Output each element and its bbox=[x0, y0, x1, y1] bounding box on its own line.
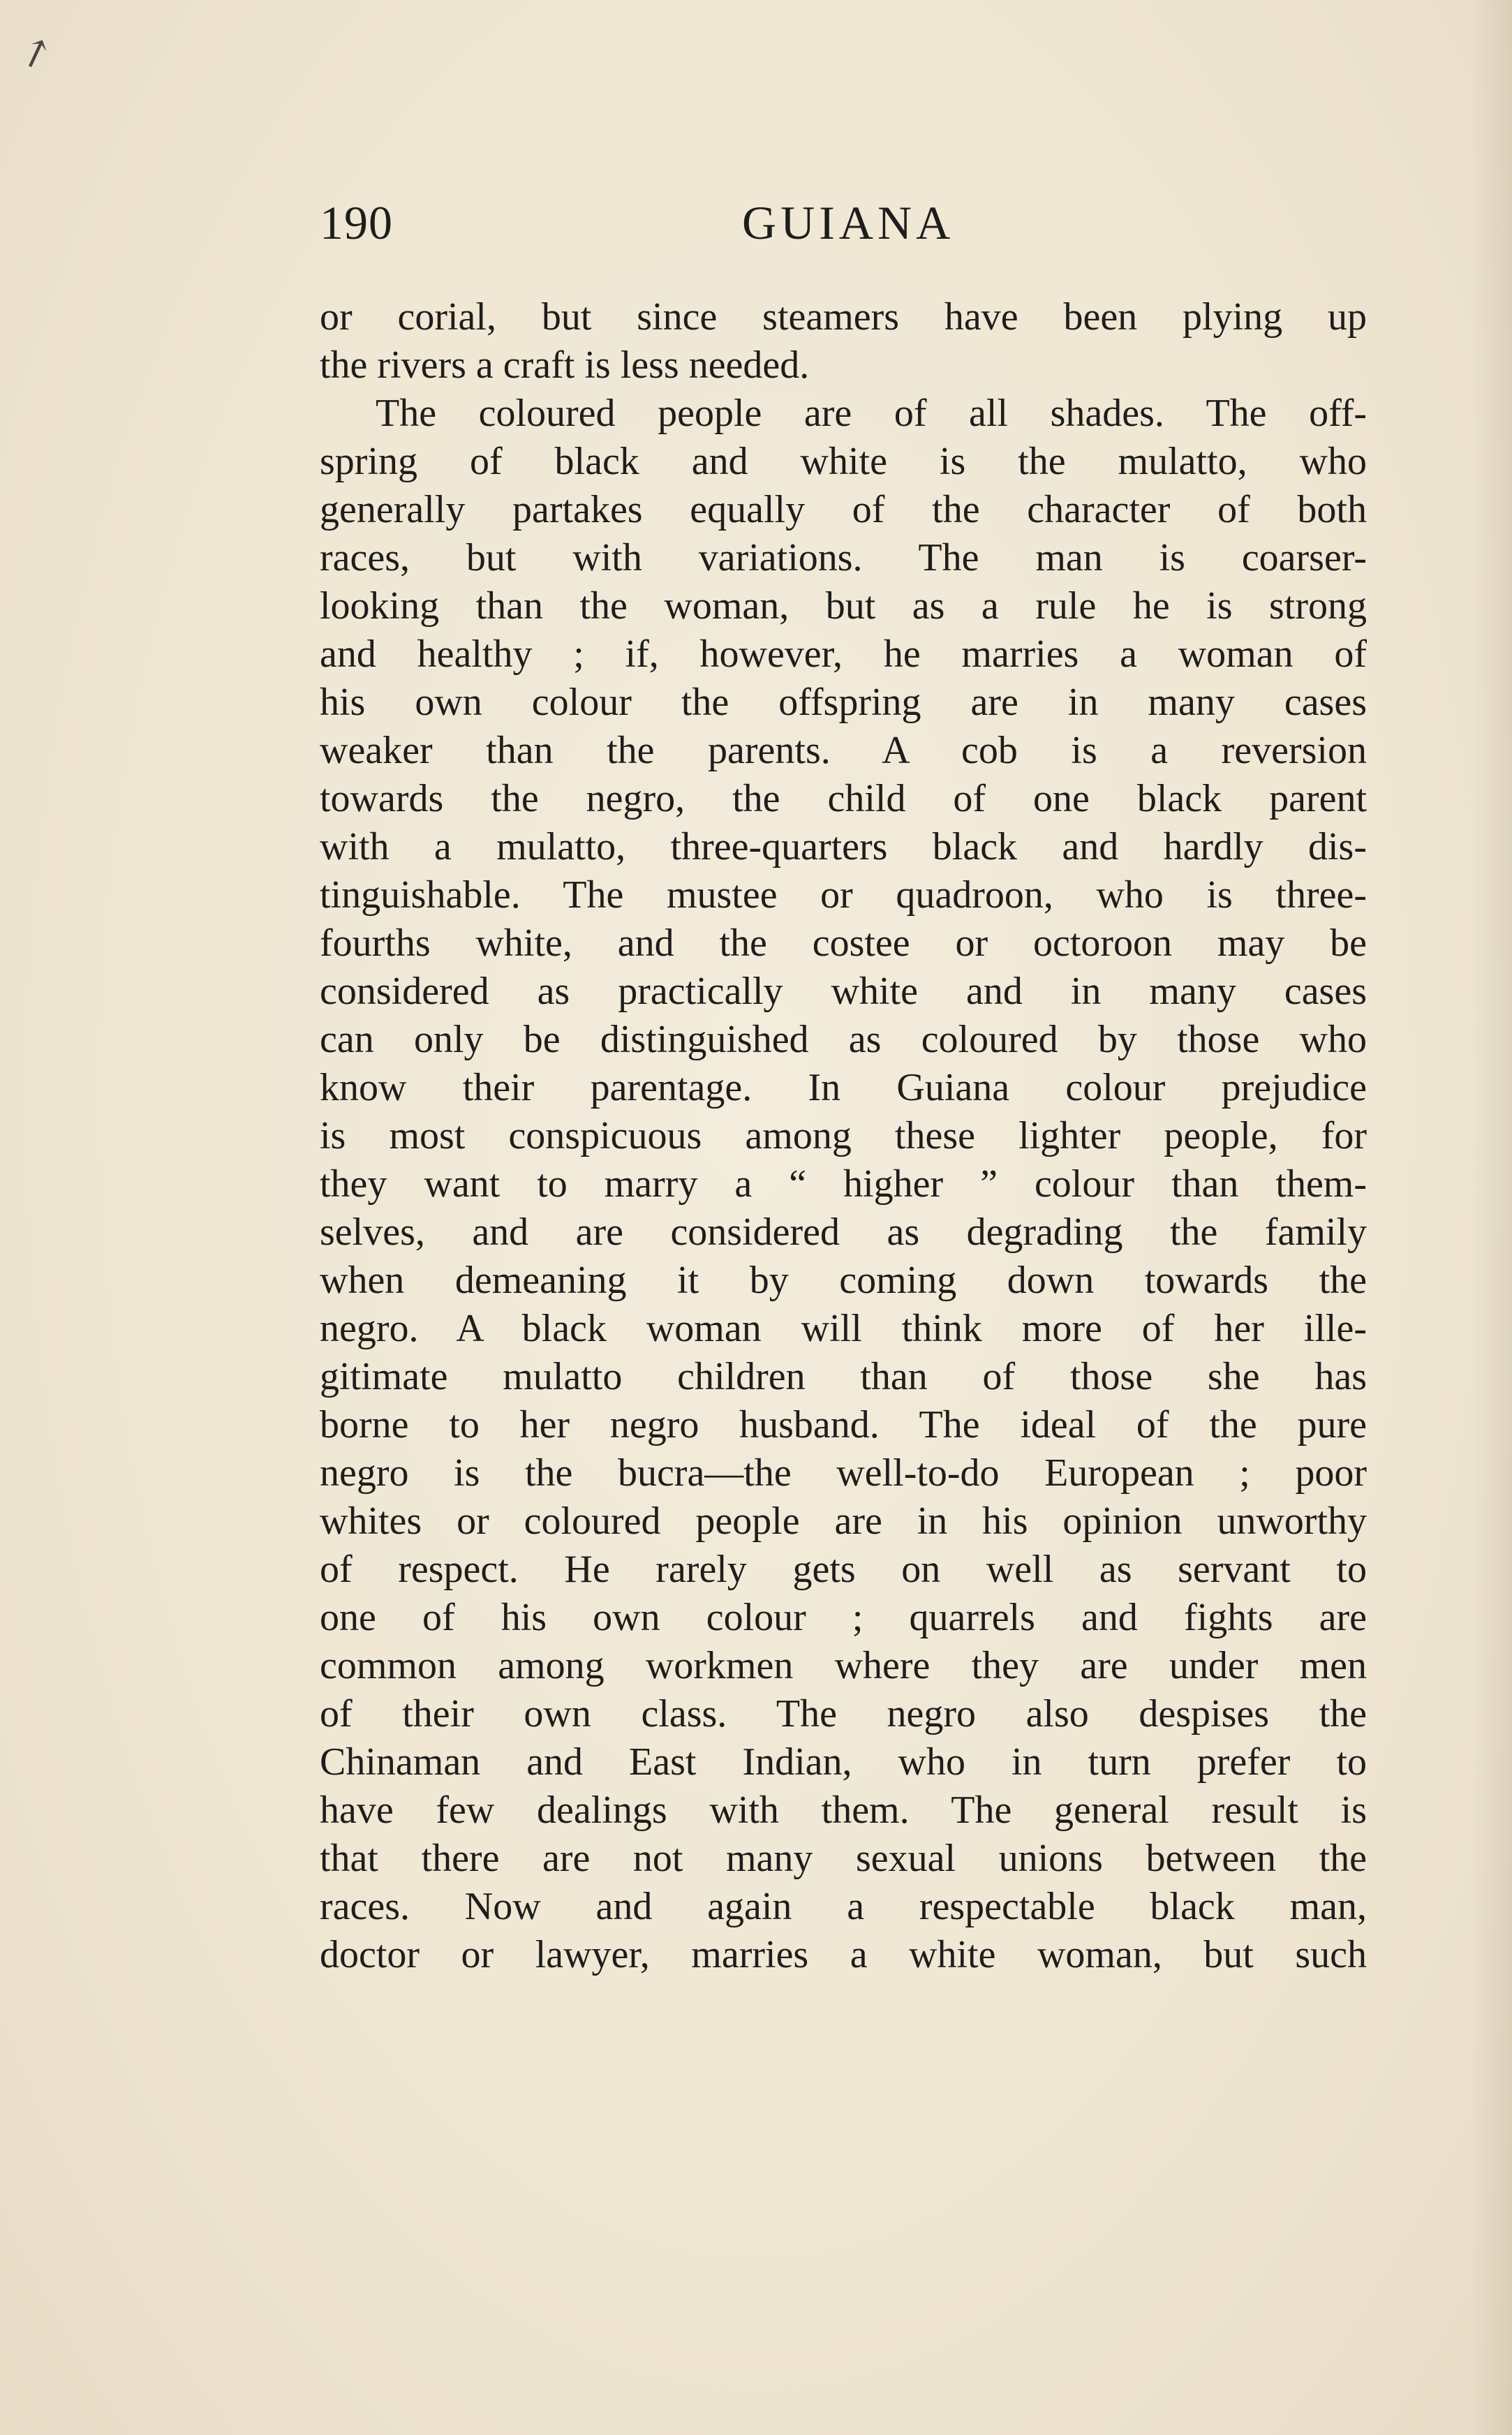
text-line: one of his own colour ; quarrels and fights are bbox=[320, 1596, 1367, 1639]
text-line: his own colour the offspring are in many cases bbox=[320, 681, 1367, 724]
text-line: generally partakes equally of the character of both bbox=[320, 488, 1367, 531]
text-line: that there are not many sexual unions between the bbox=[320, 1837, 1367, 1880]
text-line: they want to marry a “ higher ” colour than them- bbox=[320, 1162, 1367, 1206]
text-line: with a mulatto, three-quarters black and hardly dis- bbox=[320, 825, 1367, 868]
text-line: looking than the woman, but as a rule he is strong bbox=[320, 584, 1367, 628]
running-head bbox=[320, 195, 1367, 265]
text-line: considered as practically white and in many cases bbox=[320, 970, 1367, 1013]
text-line: when demeaning it by coming down towards the bbox=[320, 1259, 1367, 1302]
text-line: or corial, but since steamers have been plying up bbox=[320, 295, 1367, 339]
text-line: races. Now and again a respectable black man, bbox=[320, 1885, 1367, 1928]
text-line: borne to her negro husband. The ideal of the pure bbox=[320, 1403, 1367, 1446]
pencil-mark-icon: ↗ bbox=[13, 27, 59, 80]
body-text bbox=[320, 293, 1367, 1979]
text-line: races, but with variations. The man is coarser- bbox=[320, 536, 1367, 579]
text-line: can only be distinguished as coloured by those who bbox=[320, 1018, 1367, 1061]
text-line: have few dealings with them. The general result is bbox=[320, 1789, 1367, 1832]
page-number: 190 bbox=[320, 196, 393, 249]
text-line: negro. A black woman will think more of her ille- bbox=[320, 1307, 1367, 1350]
text-line: negro is the bucra—the well-to-do European ; poor bbox=[320, 1451, 1367, 1495]
running-title: GUIANA bbox=[742, 196, 955, 249]
text-line: doctor or lawyer, marries a white woman, but such bbox=[320, 1933, 1367, 1976]
text-line: fourths white, and the costee or octoroon may be bbox=[320, 922, 1367, 965]
text-line: spring of black and white is the mulatto, who bbox=[320, 440, 1367, 483]
text-line: tinguishable. The mustee or quadroon, who is three- bbox=[320, 873, 1367, 917]
text-line: whites or coloured people are in his opinion unworthy bbox=[320, 1500, 1367, 1543]
text-line: weaker than the parents. A cob is a reversion bbox=[320, 729, 1367, 772]
text-line: gitimate mulatto children than of those she has bbox=[320, 1355, 1367, 1398]
text-line: know their parentage. In Guiana colour prejudice bbox=[320, 1066, 1367, 1109]
text-line: of their own class. The negro also despises the bbox=[320, 1692, 1367, 1735]
text-line: The coloured people are of all shades. The off- bbox=[376, 392, 1367, 435]
text-line: of respect. He rarely gets on well as servant to bbox=[320, 1548, 1367, 1591]
text-line: Chinaman and East Indian, who in turn prefer to bbox=[320, 1740, 1367, 1784]
text-line: selves, and are considered as degrading the family bbox=[320, 1211, 1367, 1254]
text-line: towards the negro, the child of one black parent bbox=[320, 777, 1367, 820]
page-edge-shadow bbox=[1470, 0, 1512, 2435]
text-line: common among workmen where they are under men bbox=[320, 1644, 1367, 1687]
text-line: is most conspicuous among these lighter people, for bbox=[320, 1114, 1367, 1157]
text-line: and healthy ; if, however, he marries a woman of bbox=[320, 632, 1367, 676]
text-line: the rivers a craft is less needed. bbox=[320, 343, 810, 387]
